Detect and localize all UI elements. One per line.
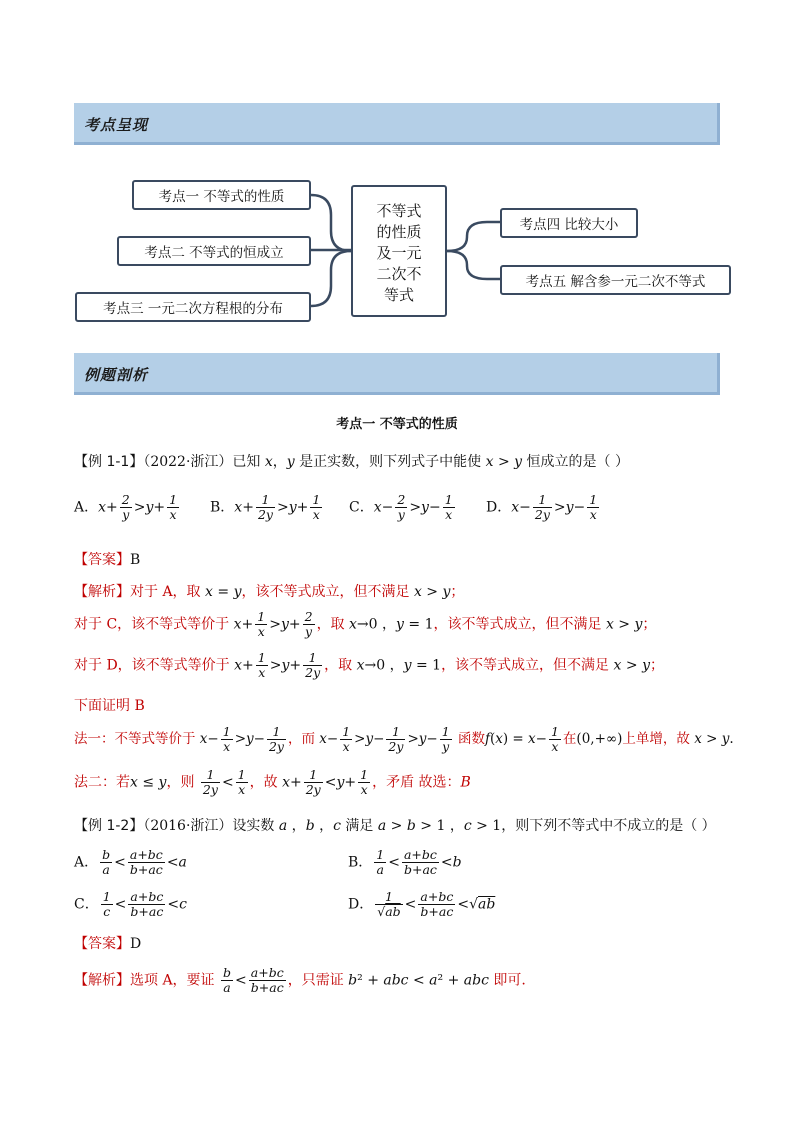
section-title: 考点一 不等式的性质 [336, 417, 458, 432]
analysis-line-4: 下面证明 B [74, 698, 145, 714]
analysis-line-6: 法二：若x ≤ y，则 $\frac{1}{2y}$ < $\frac{1}{x}$ ，故 x+ $\frac{1}{2y}$ <y+ $\frac{1}{x}$ ，矛盾 故选：B [74, 767, 471, 797]
analysis-line-5: 法一：不等式等价于 x− $\frac{1}{x}$ >y− $\frac{1}{2y}$ ，而 x− $\frac{1}{x}$ >y− $\frac{1}{2y}$ >y− $\frac{1}{y}$ 函数f(x) = x− $\frac{1}{x}$ 在(0,+∞)上单增，故 x > y. [74, 724, 734, 754]
banner-title: 考点呈现 [84, 116, 149, 134]
option-a: A．x+ $\frac{2}{y}$ >y+ $\frac{1}{x}$ [74, 492, 178, 522]
example-1-2-analysis: 【解析】选项 A，要证 $\frac{b}{a}$ < $\frac{a+bc}{b+ac}$ ，只需证 b² + abc < a² + abc 即可. [74, 965, 526, 995]
analysis-line-3: 对于 D，该不等式等价于 x+ $\frac{1}{x}$ >y+ $\frac{1}{2y}$ ，取 x→0 ，y = 1，该不等式成立，但不满足 x > y； [74, 650, 664, 680]
mindmap-node-4: 考点四 比较大小 [500, 208, 638, 238]
mindmap-node-5: 考点五 解含参一元二次不等式 [500, 265, 731, 295]
banner-title: 例题剖析 [84, 366, 149, 384]
analysis-line-1: 【解析】对于 A，取 x = y，该不等式成立，但不满足 x > y； [74, 584, 465, 600]
example-1-1-answer: 【答案】B [74, 552, 141, 568]
mindmap-node-2: 考点二 不等式的恒成立 [117, 236, 311, 266]
mindmap-node-1: 考点一 不等式的性质 [132, 180, 311, 210]
option-b: B．x+ $\frac{1}{2y}$ >y+ $\frac{1}{x}$ [210, 492, 321, 522]
analysis-line-2: 对于 C，该不等式等价于 x+ $\frac{1}{x}$ >y+ $\frac{2}{y}$ ，取 x→0 ，y = 1，该不等式成立，但不满足 x > y； [74, 609, 657, 639]
example-1-2-answer: 【答案】D [74, 936, 142, 952]
option-a: A． $\frac{b}{a}$ < $\frac{a+bc}{b+ac}$ <a [74, 847, 187, 877]
option-d: D． $\frac{1}{√ab}$ < $\frac{a+bc}{b+ac}$ <√ab [348, 889, 496, 919]
mindmap-node-3: 考点三 一元二次方程根的分布 [75, 292, 311, 322]
example-1-2-question: 【例 1-2】（2016·浙江）设实数 a ，b ，c 满足 a > b > 1 ，c > 1，则下列不等式中不成立的是（ ） [74, 818, 716, 834]
mindmap-center-node: 不等式 的性质 及一元 二次不 等式 [351, 185, 447, 317]
section-banner-examples [74, 353, 720, 395]
option-b: B． $\frac{1}{a}$ < $\frac{a+bc}{b+ac}$ <b [348, 847, 462, 877]
example-1-1-question: 【例 1-1】（2022·浙江）已知 x，y 是正实数，则下列式子中能使 x > y 恒成立的是（ ） [74, 454, 629, 470]
option-c: C． $\frac{1}{c}$ < $\frac{a+bc}{b+ac}$ <c [74, 889, 187, 919]
option-c: C．x− $\frac{2}{y}$ >y− $\frac{1}{x}$ [349, 492, 453, 522]
option-d: D．x− $\frac{1}{2y}$ >y− $\frac{1}{x}$ [486, 492, 598, 522]
